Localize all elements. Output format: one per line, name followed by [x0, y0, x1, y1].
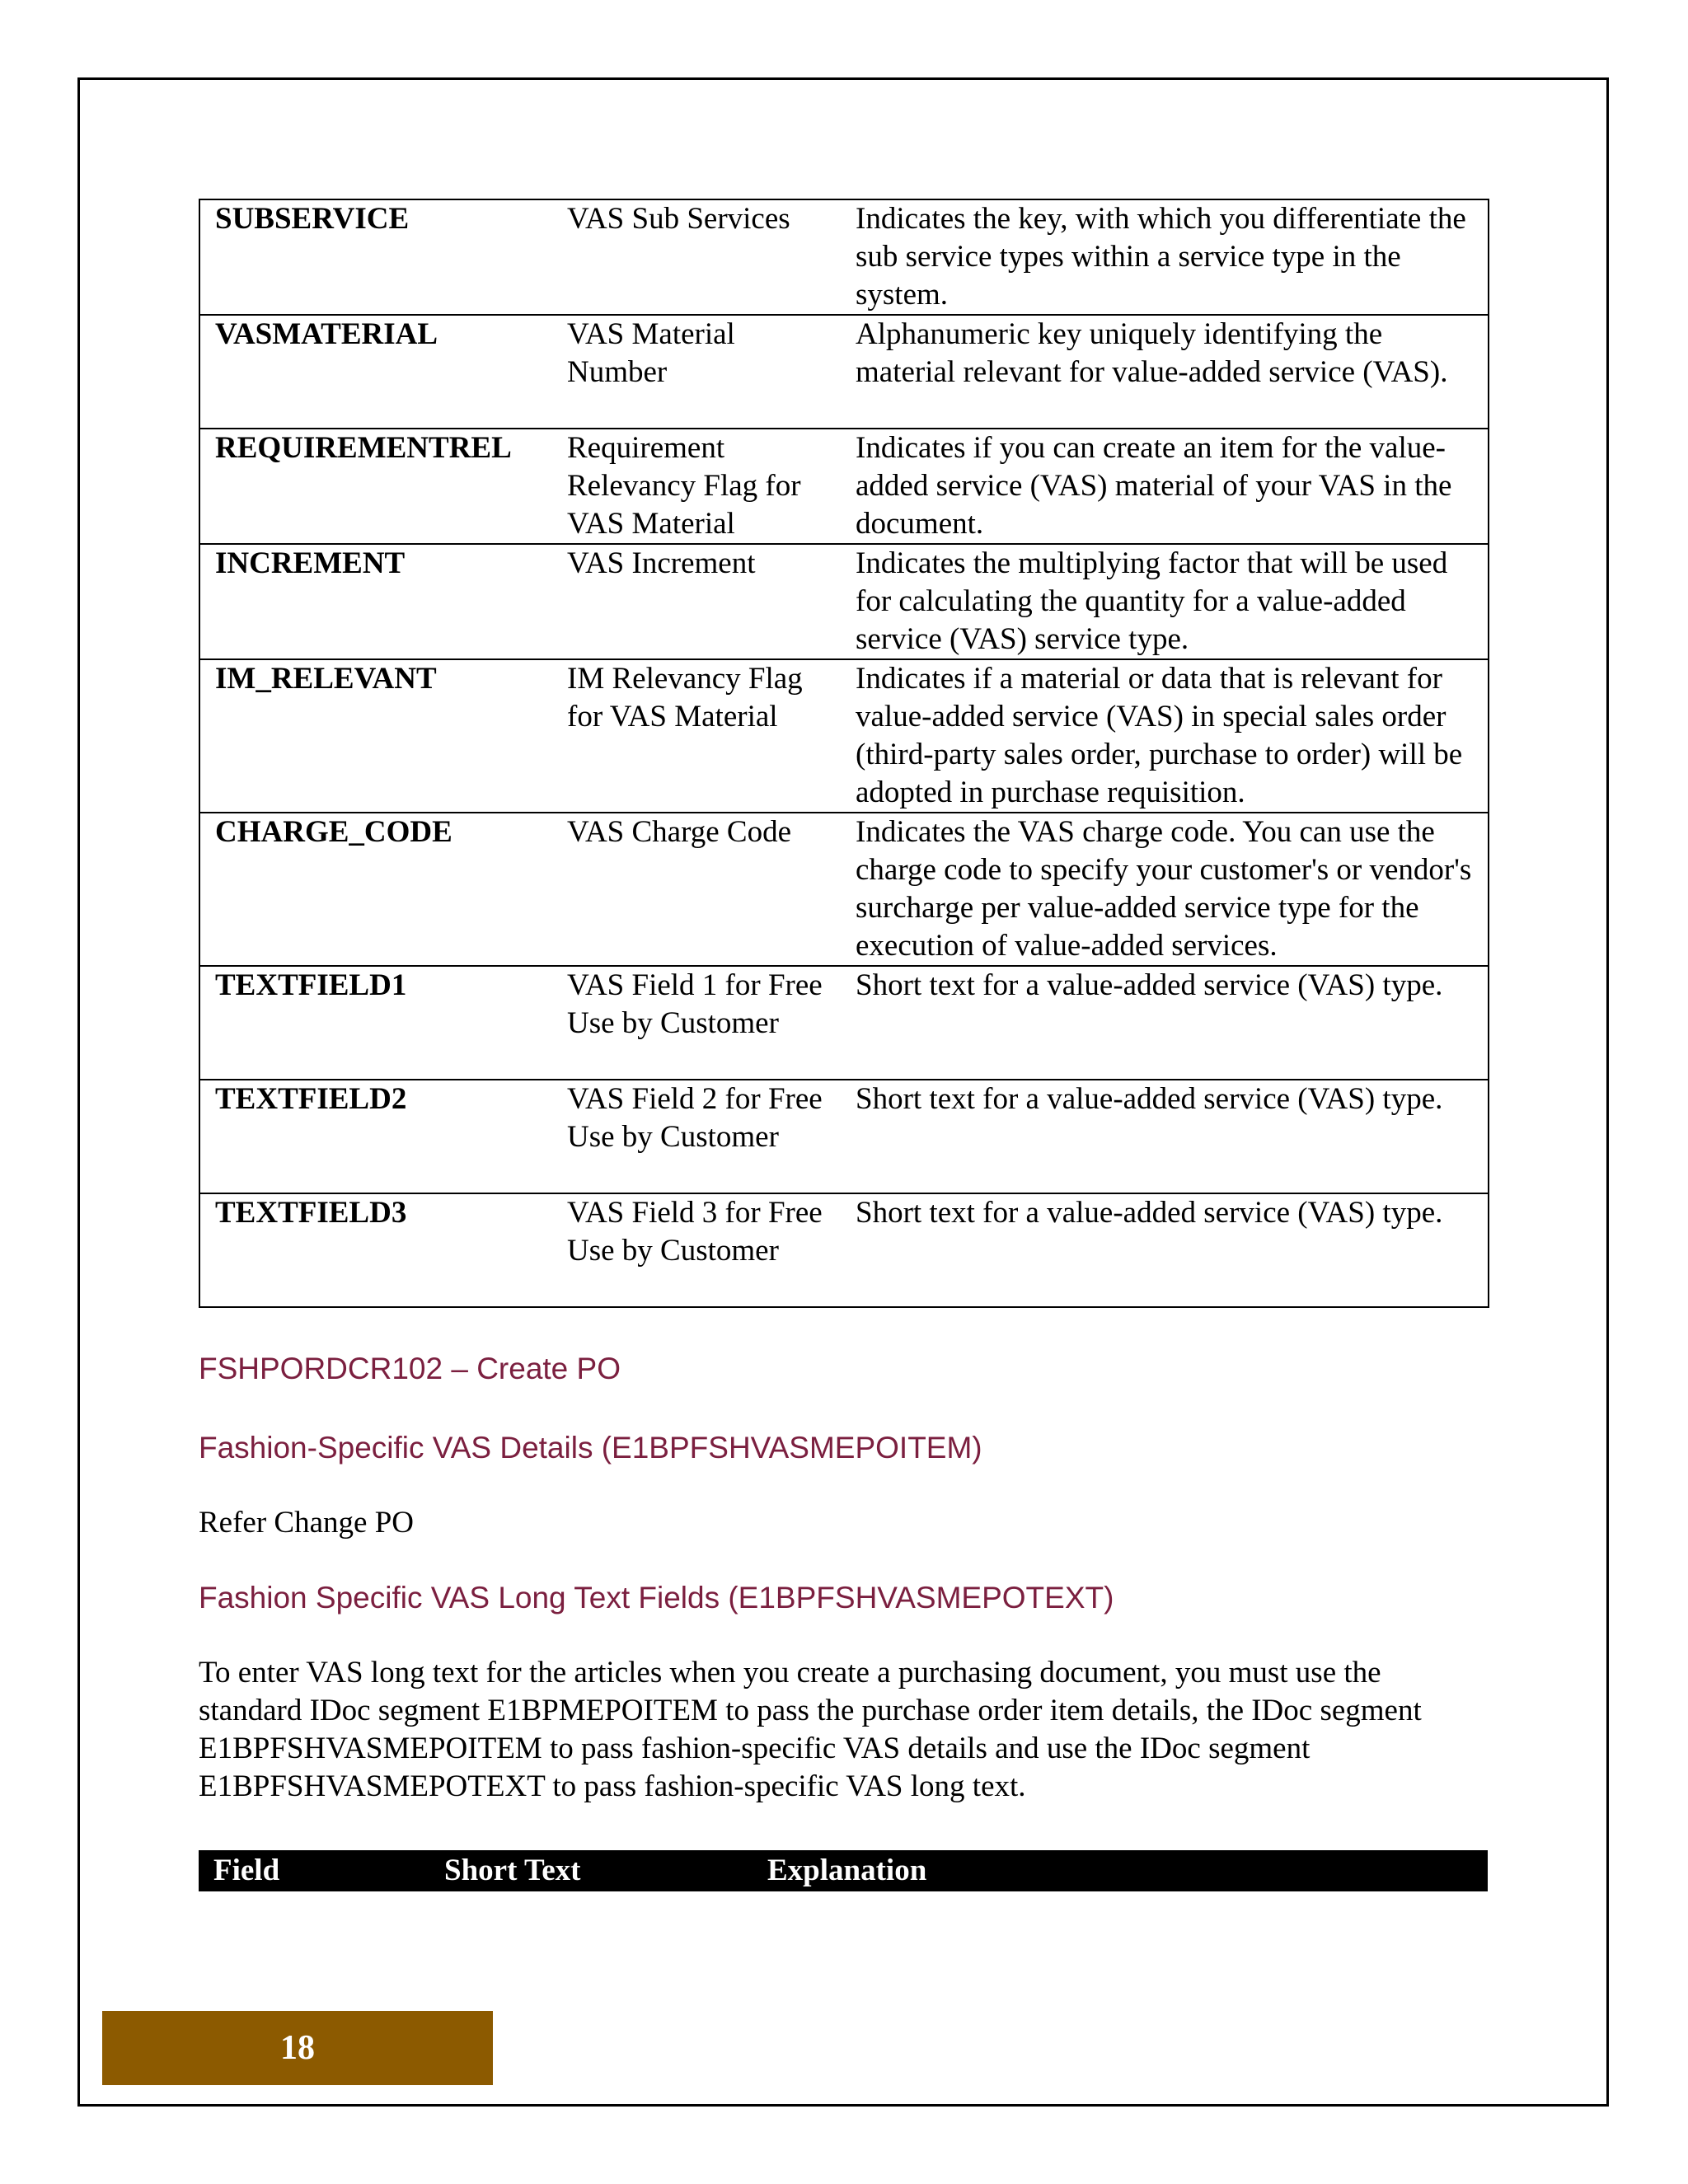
table-row — [199, 1193, 1489, 1307]
field-name: CHARGE_CODE — [199, 813, 552, 966]
field-short-text: VAS Field 1 for Free Use by Customer — [552, 966, 841, 1080]
field-short-text: VAS Material Number — [552, 315, 841, 429]
field-explanation: Indicates the multiplying factor that will be used for calculating the quantity for a value-added service (VAS) service type. — [841, 544, 1489, 659]
field-name: REQUIREMENTREL — [199, 429, 552, 544]
page-number-box — [102, 2011, 493, 2085]
section-heading-vas-long-text: Fashion Specific VAS Long Text Fields (E1BPFSHVASMEPOTEXT) — [199, 1581, 1114, 1615]
field-short-text: VAS Sub Services — [552, 199, 841, 315]
field-explanation: Short text for a value-added service (VAS) type. — [841, 1193, 1489, 1307]
field-short-text: IM Relevancy Flag for VAS Material — [552, 659, 841, 813]
field-explanation: Indicates the VAS charge code. You can use the charge code to specify your customer's or vendor's surcharge per value-added service type for the execution of value-added services. — [841, 813, 1489, 966]
paragraph-refer-change-po: Refer Change PO — [199, 1506, 414, 1540]
field-short-text: VAS Increment — [552, 544, 841, 659]
paragraph-vas-long-text: To enter VAS long text for the articles when you create a purchasing document, you must use the standard IDoc segment E1BPMEPOITEM to pass the purchase order item details, the IDoc segment E1BPFSHVASMEPOITEM to pass fashion-specific VAS details and use the IDoc segment E1BPFSHVASMEPOTEXT to pass fashion-specific VAS long text. — [199, 1656, 1422, 1803]
field-explanation: Indicates if you can create an item for the value-added service (VAS) material of your VAS in the document. — [841, 429, 1489, 544]
field-name: SUBSERVICE — [199, 199, 552, 315]
field-name: TEXTFIELD1 — [199, 966, 552, 1080]
field-name: IM_RELEVANT — [199, 659, 552, 813]
field-name: VASMATERIAL — [199, 315, 552, 429]
page-content — [199, 199, 1488, 1891]
table-row — [199, 544, 1489, 659]
table-row — [199, 1080, 1489, 1193]
field-name: TEXTFIELD2 — [199, 1080, 552, 1193]
table-row — [199, 199, 1489, 315]
field-short-text: VAS Field 3 for Free Use by Customer — [552, 1193, 841, 1307]
field-explanation: Alphanumeric key uniquely identifying the material relevant for value-added service (VAS). — [841, 315, 1489, 429]
column-header-field: Field — [213, 1854, 280, 1887]
table-row — [199, 813, 1489, 966]
section-heading-vas-details: Fashion-Specific VAS Details (E1BPFSHVASMEPOITEM) — [199, 1431, 982, 1465]
field-short-text: VAS Field 2 for Free Use by Customer — [552, 1080, 841, 1193]
field-name: TEXTFIELD3 — [199, 1193, 552, 1307]
column-header-explanation: Explanation — [767, 1854, 927, 1887]
table-row — [199, 966, 1489, 1080]
fields-table — [199, 199, 1489, 1308]
field-short-text: VAS Charge Code — [552, 813, 841, 966]
table-row — [199, 659, 1489, 813]
field-explanation: Short text for a value-added service (VAS) type. — [841, 1080, 1489, 1193]
table-header-row — [199, 1850, 1488, 1891]
field-short-text: Requirement Relevancy Flag for VAS Material — [552, 429, 841, 544]
field-explanation: Short text for a value-added service (VAS) type. — [841, 966, 1489, 1080]
field-name: INCREMENT — [199, 544, 552, 659]
table-row — [199, 429, 1489, 544]
section-heading-create-po: FSHPORDCR102 – Create PO — [199, 1352, 621, 1385]
field-explanation: Indicates if a material or data that is relevant for value-added service (VAS) in special sales order (third-party sales order, purchase to order) will be adopted in purchase requisition. — [841, 659, 1489, 813]
field-explanation: Indicates the key, with which you differentiate the sub service types within a service type in the system. — [841, 199, 1489, 315]
column-header-short-text: Short Text — [444, 1854, 581, 1887]
page-number: 18 — [280, 2029, 315, 2067]
table-row — [199, 315, 1489, 429]
